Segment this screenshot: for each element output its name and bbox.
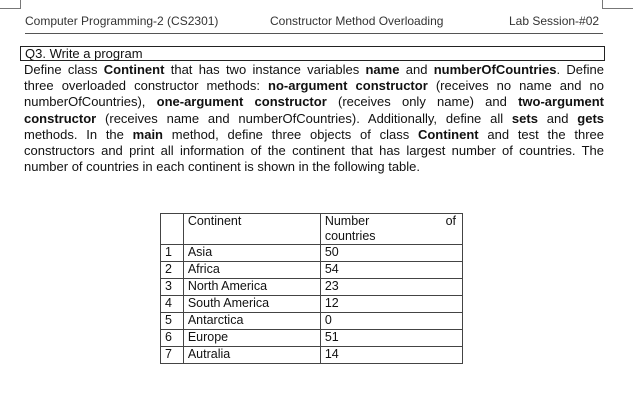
row-index-cell: 6 [161, 330, 184, 347]
course-title: Computer Programming-2 (CS2301) [25, 14, 219, 28]
text-run: (receives only name) and [326, 94, 519, 110]
table-row [161, 262, 463, 279]
page-header [0, 0, 633, 34]
index-header-cell [161, 214, 184, 245]
topic-title: Constructor Method Overloading [270, 14, 444, 28]
number-header-text: Number [324, 214, 370, 228]
continent-name-cell: South America [183, 296, 320, 313]
text-run: methods. In the [24, 126, 133, 142]
country-count-cell: 51 [320, 330, 462, 347]
text-run: . Define three overloaded constructor methods: [24, 62, 604, 94]
bold-term: numberOfCountries [433, 62, 557, 77]
table-row [161, 296, 463, 313]
row-index-cell: 2 [161, 262, 184, 279]
session-label: Lab Session-#02 [509, 14, 600, 28]
bold-term: no-argument constructor [268, 78, 428, 94]
country-count-cell: 54 [320, 262, 462, 279]
question-title: Q3. Write a program [25, 46, 143, 61]
text-run: Define class [24, 62, 104, 77]
text-run: and test the three constructors and print all information of the continent that has largest number of countries. The number of countries in each continent is shown in the following table. [24, 126, 604, 175]
bold-term: Continent [103, 62, 165, 77]
row-index-cell: 3 [161, 279, 184, 296]
table-row [161, 347, 463, 364]
bold-term: two-argument constructor [24, 94, 605, 126]
continent-name-cell: Antarctica [183, 313, 320, 330]
table-header-row [161, 214, 463, 245]
row-index-cell: 5 [161, 313, 184, 330]
bold-term: main [132, 126, 163, 142]
continent-table [160, 213, 463, 364]
continent-name-cell: Africa [183, 262, 320, 279]
continent-name-cell: Asia [183, 245, 320, 262]
country-count-cell: 23 [320, 279, 462, 296]
continent-name-cell: North America [183, 279, 320, 296]
table-row [161, 313, 463, 330]
text-run: method, define three objects of class [163, 126, 418, 142]
bold-term: Continent [417, 126, 479, 142]
continent-name-cell: Europe [183, 330, 320, 347]
of-header-text: of [445, 214, 456, 228]
text-run: and [399, 62, 434, 77]
country-count-cell: 14 [320, 347, 462, 364]
bold-term: one-argument constructor [156, 94, 327, 110]
text-run: and [537, 110, 578, 126]
row-index-cell: 1 [161, 245, 184, 262]
bold-term: gets [577, 110, 605, 126]
bold-term: sets [511, 110, 538, 126]
table-row [161, 245, 463, 262]
text-run: (receives name and numberOfCountries). Additionally, define all [96, 110, 512, 126]
text-run: that has two instance variables [164, 62, 366, 77]
bold-term: name [365, 62, 400, 77]
country-count-cell: 50 [320, 245, 462, 262]
question-text [24, 62, 604, 175]
countries-header-text: countries [324, 229, 376, 243]
number-header-cell [320, 214, 462, 245]
table-row [161, 330, 463, 347]
country-count-cell: 0 [320, 313, 462, 330]
row-index-cell: 4 [161, 296, 184, 313]
crop-mark-top-right [602, 0, 633, 9]
country-count-cell: 12 [320, 296, 462, 313]
crop-mark-top-left [0, 0, 21, 9]
continent-header-cell: Continent [183, 214, 320, 245]
continent-name-cell: Autralia [183, 347, 320, 364]
row-index-cell: 7 [161, 347, 184, 364]
text-run: (receives no name and no numberOfCountries), [24, 78, 604, 110]
table-row [161, 279, 463, 296]
header-divider [25, 33, 603, 34]
question-title-box [20, 46, 605, 61]
